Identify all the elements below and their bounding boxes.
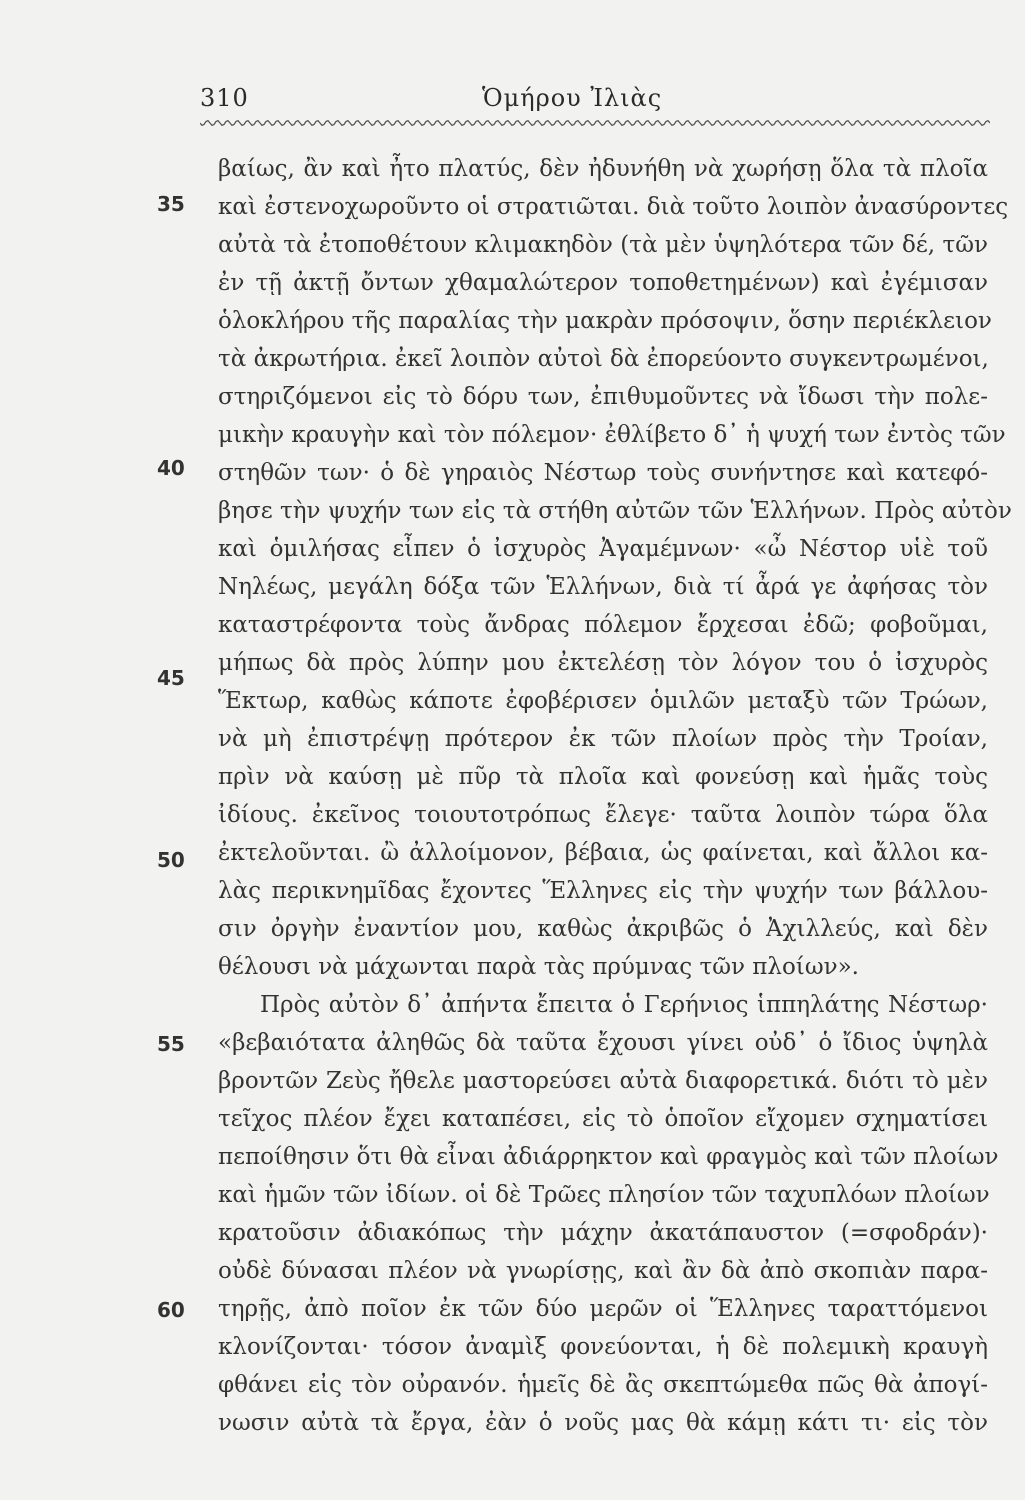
text-line: στηθῶν των· ὁ δὲ γηραιὸς Νέστωρ τοὺς συνήντησε καὶ κατεφό- — [218, 460, 988, 486]
text-line: ἐν τῇ ἀκτῇ ὄντων χθαμαλώτερον τοποθετημένων) καὶ ἐγέμισαν — [218, 270, 988, 296]
text-line: τηρῇς, ἀπὸ ποῖον ἐκ τῶν δύο μερῶν οἱ Ἕλληνες ταραττόμενοι — [218, 1296, 988, 1322]
text-line: Ἕκτωρ, καθὼς κάποτε ἐφοβέρισεν ὁμιλῶν μεταξὺ τῶν Τρώων, — [218, 688, 988, 714]
line-number-35: 35 — [157, 192, 185, 216]
text-line: αὐτὰ τὰ ἐτοποθέτουν κλιμακηδὸν (τὰ μὲν ὑψηλότερα τῶν δέ, τῶν — [218, 232, 988, 258]
text-line: καὶ ἐστενοχωροῦντο οἱ στρατιῶται. διὰ τοῦτο λοιπὸν ἀνασύροντες — [218, 194, 1009, 220]
text-line: πεποίθησιν ὅτι θὰ εἶναι ἀδιάρρηκτον καὶ φραγμὸς καὶ τῶν πλοίων — [218, 1144, 999, 1170]
line-number-40: 40 — [157, 456, 185, 480]
text-line: «βεβαιότατα ἀληθῶς δὰ ταῦτα ἔχουσι γίνει οὐδ᾽ ὁ ἴδιος ὑψηλὰ — [218, 1030, 988, 1056]
text-line: βαίως, ἂν καὶ ἦτο πλατύς, δὲν ἠδυνήθη νὰ χωρήσῃ ὅλα τὰ πλοῖα — [218, 156, 988, 182]
text-line: μικὴν κραυγὴν καὶ τὸν πόλεμον· ἐθλίβετο δ᾽ ἡ ψυχή των ἐντὸς τῶν — [218, 422, 1006, 448]
line-number-45: 45 — [157, 666, 185, 690]
text-line: λὰς περικνημῖδας ἔχοντες Ἕλληνες εἰς τὴν ψυχήν των βάλλου- — [218, 878, 988, 904]
text-line: φθάνει εἰς τὸν οὐρανόν. ἡμεῖς δὲ ἂς σκεπτώμεθα πῶς θὰ ἀπογί- — [218, 1372, 988, 1398]
text-line: στηριζόμενοι εἰς τὸ δόρυ των, ἐπιθυμοῦντες νὰ ἴδωσι τὴν πολε- — [218, 384, 988, 410]
text-line: ὁλοκλήρου τῆς παραλίας τὴν μακρὰν πρόσοψιν, ὅσην περιέκλειον — [218, 308, 992, 334]
text-line: σιν ὀργὴν ἐναντίον μου, καθὼς ἀκριβῶς ὁ Ἀχιλλεύς, καὶ δὲν — [218, 916, 988, 942]
text-line: βροντῶν Ζεὺς ἤθελε μαστορεύσει αὐτὰ διαφορετικά. διότι τὸ μὲν — [218, 1068, 988, 1094]
text-line: καὶ ὁμιλήσας εἶπεν ὁ ἰσχυρὸς Ἀγαμέμνων· «ὦ Νέστορ υἱὲ τοῦ — [218, 536, 988, 562]
text-line: Νηλέως, μεγάλη δόξα τῶν Ἑλλήνων, διὰ τί ἆρά γε ἀφήσας τὸν — [218, 574, 988, 600]
page-number: 310 — [200, 84, 249, 112]
text-line: οὐδὲ δύνασαι πλέον νὰ γνωρίσῃς, καὶ ἂν δὰ ἀπὸ σκοπιὰν παρα- — [218, 1258, 988, 1284]
text-line: βησε τὴν ψυχήν των εἰς τὰ στήθη αὐτῶν τῶν Ἑλλήνων. Πρὸς αὐτὸν — [218, 498, 1012, 524]
text-line: μήπως δὰ πρὸς λύπην μου ἐκτελέσῃ τὸν λόγον του ὁ ἰσχυρὸς — [218, 650, 988, 676]
text-line: τεῖχος πλέον ἔχει καταπέσει, εἰς τὸ ὁποῖον εἴχομεν σχηματίσει — [218, 1106, 988, 1132]
line-number-55: 55 — [157, 1032, 185, 1056]
text-line: νωσιν αὐτὰ τὰ ἔργα, ἐὰν ὁ νοῦς μας θὰ κάμῃ κάτι τι· εἰς τὸν — [218, 1410, 988, 1436]
line-number-60: 60 — [157, 1298, 185, 1322]
text-line: πρὶν νὰ καύσῃ μὲ πῦρ τὰ πλοῖα καὶ φονεύσῃ καὶ ἡμᾶς τοὺς — [218, 764, 988, 790]
wavy-rule-divider — [200, 116, 990, 130]
line-number-50: 50 — [157, 848, 185, 872]
text-line: θέλουσι νὰ μάχωνται παρὰ τὰς πρύμνας τῶν πλοίων». — [218, 954, 859, 980]
text-line: καταστρέφοντα τοὺς ἄνδρας πόλεμον ἔρχεσαι ἐδῶ; φοβοῦμαι, — [218, 612, 988, 638]
page-header — [200, 78, 990, 118]
text-line: τὰ ἀκρωτήρια. ἐκεῖ λοιπὸν αὐτοὶ δὰ ἐπορεύοντο συγκεντρωμένοι, — [218, 346, 989, 372]
text-line: κρατοῦσιν ἀδιακόπως τὴν μάχην ἀκατάπαυστον (=σφοδράν)· — [218, 1220, 988, 1246]
text-line: νὰ μὴ ἐπιστρέψῃ πρότερον ἐκ τῶν πλοίων πρὸς τὴν Τροίαν, — [218, 726, 988, 752]
text-line: ἐκτελοῦνται. ὢ ἀλλοίμονον, βέβαια, ὡς φαίνεται, καὶ ἄλλοι κα- — [218, 840, 988, 866]
text-line: κλονίζονται· τόσον ἀναμὶξ φονεύονται, ἡ δὲ πολεμικὴ κραυγὴ — [218, 1334, 988, 1360]
running-title: Ὁμήρου Ἰλιὰς — [482, 84, 663, 112]
text-line: Πρὸς αὐτὸν δ᾽ ἀπήντα ἔπειτα ὁ Γερήνιος ἱππηλάτης Νέστωρ· — [260, 992, 988, 1018]
text-line: καὶ ἡμῶν τῶν ἰδίων. οἱ δὲ Τρῶες πλησίον τῶν ταχυπλόων πλοίων — [218, 1182, 990, 1208]
text-line: ἰδίους. ἐκεῖνος τοιουτοτρόπως ἔλεγε· ταῦτα λοιπὸν τώρα ὅλα — [218, 802, 988, 828]
